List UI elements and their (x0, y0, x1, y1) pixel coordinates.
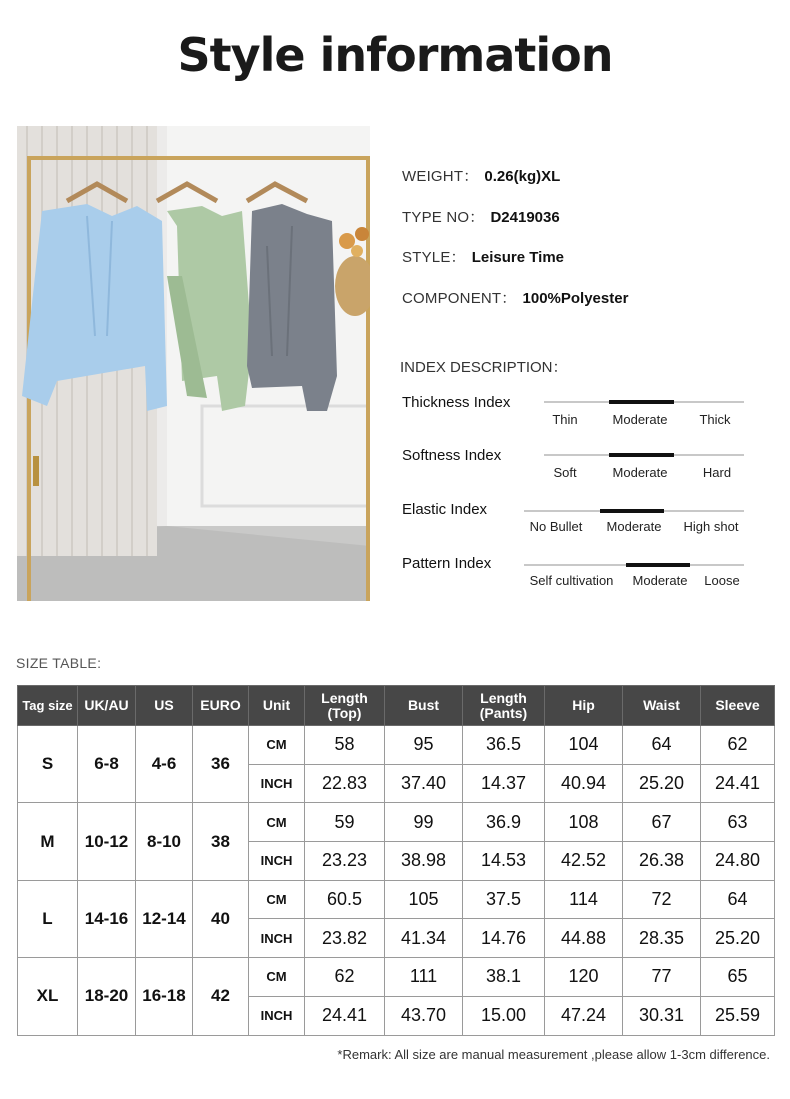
index-option-selected: Moderate (612, 465, 668, 480)
measurement-cell: 40.94 (545, 764, 623, 803)
index-option: Hard (702, 465, 732, 480)
index-name: Thickness Index (402, 394, 511, 411)
measurement-cell: 36.5 (463, 726, 545, 765)
index-option-selected: Moderate (612, 412, 668, 427)
index-selected-segment (609, 453, 674, 457)
measurement-cell: 60.5 (305, 880, 385, 919)
measurement-cell: 28.35 (623, 919, 701, 958)
table-row (18, 803, 775, 842)
measurement-cell: 62 (701, 726, 775, 765)
index-option: Loose (704, 573, 740, 588)
unit-cell: CM (249, 880, 305, 919)
measurement-cell: 14.76 (463, 919, 545, 958)
unit-cell: CM (249, 803, 305, 842)
unit-cell: INCH (249, 764, 305, 803)
measurement-cell: 23.23 (305, 842, 385, 881)
index-option: Thin (552, 412, 578, 427)
measurement-cell: 120 (545, 958, 623, 997)
elastic-index (402, 501, 747, 551)
header-uk-au: UK/AU (78, 686, 136, 726)
measurement-cell: 47.24 (545, 996, 623, 1035)
us-cell: 16-18 (136, 958, 193, 1035)
tag-size-cell: S (18, 726, 78, 803)
us-cell: 4-6 (136, 726, 193, 803)
measurement-cell: 41.34 (385, 919, 463, 958)
measurement-cell: 43.70 (385, 996, 463, 1035)
unit-cell: INCH (249, 919, 305, 958)
softness-index (402, 447, 747, 497)
measurement-cell: 77 (623, 958, 701, 997)
measurement-cell: 108 (545, 803, 623, 842)
header-length-pants: Length (Pants) (463, 686, 545, 726)
measurement-cell: 22.83 (305, 764, 385, 803)
thickness-index (402, 394, 747, 444)
index-option-selected: Moderate (606, 519, 662, 534)
index-scale-track (544, 454, 744, 456)
us-cell: 8-10 (136, 803, 193, 880)
measurement-cell: 105 (385, 880, 463, 919)
table-row (18, 726, 775, 765)
spec-component (402, 287, 628, 308)
measurement-cell: 64 (623, 726, 701, 765)
header-unit: Unit (249, 686, 305, 726)
euro-cell: 38 (193, 803, 249, 880)
unit-cell: INCH (249, 996, 305, 1035)
measurement-cell: 59 (305, 803, 385, 842)
measurement-cell: 30.31 (623, 996, 701, 1035)
header-euro: EURO (193, 686, 249, 726)
index-option: Self cultivation (529, 573, 614, 588)
measurement-cell: 111 (385, 958, 463, 997)
index-description-heading: INDEX DESCRIPTION： (400, 359, 568, 376)
spec-label: WEIGHT： (402, 168, 479, 185)
index-scale-track (524, 564, 744, 566)
measurement-cell: 64 (701, 880, 775, 919)
measurement-cell: 67 (623, 803, 701, 842)
index-selected-segment (600, 509, 664, 513)
spec-label: TYPE NO： (402, 209, 485, 226)
index-option-selected: Moderate (632, 573, 688, 588)
index-name: Elastic Index (402, 501, 488, 518)
index-selected-segment (626, 563, 690, 567)
remark-note: *Remark: All size are manual measurement ,please allow 1-3cm difference. (337, 1047, 770, 1062)
measurement-cell: 24.41 (305, 996, 385, 1035)
spec-value: 100%Polyester (522, 290, 629, 307)
header-tag-size: Tag size (18, 686, 78, 726)
tag-size-cell: M (18, 803, 78, 880)
euro-cell: 40 (193, 880, 249, 957)
unit-cell: CM (249, 726, 305, 765)
measurement-cell: 38.1 (463, 958, 545, 997)
size-table-header-row (18, 686, 775, 726)
tag-size-cell: L (18, 880, 78, 957)
measurement-cell: 99 (385, 803, 463, 842)
measurement-cell: 37.40 (385, 764, 463, 803)
measurement-cell: 24.41 (701, 764, 775, 803)
index-scale-track (524, 510, 744, 512)
index-option: Thick (699, 412, 731, 427)
index-name: Pattern Index (402, 555, 492, 572)
header-bust: Bust (385, 686, 463, 726)
measurement-cell: 25.20 (701, 919, 775, 958)
spec-type-no (402, 206, 560, 227)
uk-au-cell: 6-8 (78, 726, 136, 803)
euro-cell: 36 (193, 726, 249, 803)
measurement-cell: 63 (701, 803, 775, 842)
measurement-cell: 37.5 (463, 880, 545, 919)
spec-style (402, 246, 564, 267)
measurement-cell: 25.20 (623, 764, 701, 803)
spec-weight (402, 165, 560, 186)
measurement-cell: 38.98 (385, 842, 463, 881)
spec-value: D2419036 (490, 209, 560, 226)
measurement-cell: 95 (385, 726, 463, 765)
header-waist: Waist (623, 686, 701, 726)
uk-au-cell: 18-20 (78, 958, 136, 1035)
index-option: Soft (553, 465, 577, 480)
pattern-index (402, 555, 747, 605)
measurement-cell: 14.53 (463, 842, 545, 881)
measurement-cell: 58 (305, 726, 385, 765)
table-row (18, 880, 775, 919)
header-sleeve: Sleeve (701, 686, 775, 726)
product-photo (17, 126, 370, 601)
size-table-body (18, 726, 775, 1036)
measurement-cell: 104 (545, 726, 623, 765)
index-option: No Bullet (529, 519, 583, 534)
index-scale-track (544, 401, 744, 403)
measurement-cell: 44.88 (545, 919, 623, 958)
measurement-cell: 14.37 (463, 764, 545, 803)
unit-cell: INCH (249, 842, 305, 881)
measurement-cell: 62 (305, 958, 385, 997)
measurement-cell: 24.80 (701, 842, 775, 881)
tag-size-cell: XL (18, 958, 78, 1035)
measurement-cell: 26.38 (623, 842, 701, 881)
spec-label: STYLE： (402, 249, 466, 266)
uk-au-cell: 10-12 (78, 803, 136, 880)
spec-value: Leisure Time (471, 249, 564, 266)
measurement-cell: 42.52 (545, 842, 623, 881)
header-us: US (136, 686, 193, 726)
euro-cell: 42 (193, 958, 249, 1035)
measurement-cell: 65 (701, 958, 775, 997)
index-option: High shot (683, 519, 739, 534)
measurement-cell: 25.59 (701, 996, 775, 1035)
measurement-cell: 36.9 (463, 803, 545, 842)
clothing-rack-illustration (17, 126, 370, 601)
size-table-label: SIZE TABLE: (16, 655, 102, 671)
uk-au-cell: 14-16 (78, 880, 136, 957)
measurement-cell: 15.00 (463, 996, 545, 1035)
header-length-top: Length (Top) (305, 686, 385, 726)
measurement-cell: 114 (545, 880, 623, 919)
index-name: Softness Index (402, 447, 502, 464)
header-hip: Hip (545, 686, 623, 726)
spec-label: COMPONENT： (402, 290, 517, 307)
measurement-cell: 23.82 (305, 919, 385, 958)
index-selected-segment (609, 400, 674, 404)
table-row (18, 958, 775, 997)
spec-value: 0.26(kg)XL (484, 168, 561, 185)
measurement-cell: 72 (623, 880, 701, 919)
size-table (17, 685, 775, 1036)
unit-cell: CM (249, 958, 305, 997)
us-cell: 12-14 (136, 880, 193, 957)
page-title: Style information (177, 28, 613, 82)
